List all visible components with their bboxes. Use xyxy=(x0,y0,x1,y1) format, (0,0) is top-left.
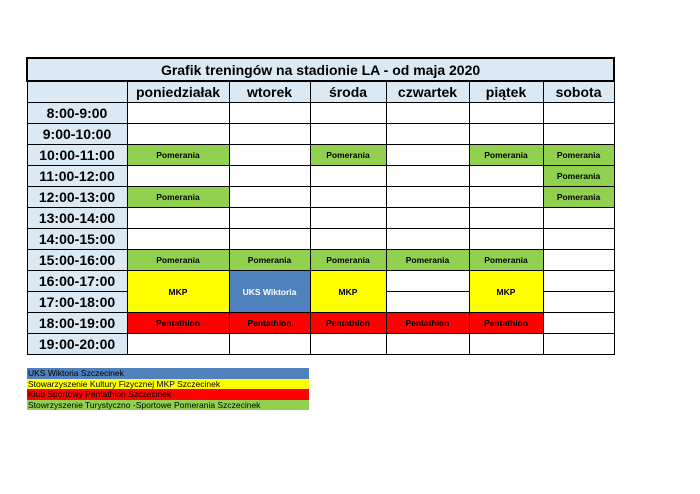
slot xyxy=(310,166,386,187)
slot xyxy=(469,124,543,145)
day-header-wednesday: środa xyxy=(310,81,386,103)
slot xyxy=(469,208,543,229)
slot-pomerania: Pomerania xyxy=(127,145,229,166)
slot-pomerania: Pomerania xyxy=(543,187,614,208)
slot-pomerania: Pomerania xyxy=(310,145,386,166)
legend-item-pentathlon: Klub Sportowy Pentathlon Szczecinek xyxy=(27,389,309,400)
slot xyxy=(386,145,469,166)
slot xyxy=(127,103,229,124)
slot xyxy=(310,229,386,250)
slot xyxy=(229,166,310,187)
day-header-monday: poniedziałak xyxy=(127,81,229,103)
slot xyxy=(229,145,310,166)
day-header-tuesday: wtorek xyxy=(229,81,310,103)
slot-pomerania: Pomerania xyxy=(310,250,386,271)
slot xyxy=(469,229,543,250)
time-label: 16:00-17:00 xyxy=(27,271,127,292)
slot xyxy=(386,229,469,250)
time-label: 14:00-15:00 xyxy=(27,229,127,250)
slot xyxy=(386,334,469,355)
time-label: 9:00-10:00 xyxy=(27,124,127,145)
slot-pomerania: Pomerania xyxy=(127,250,229,271)
slot-pentathlon: Pentathlon xyxy=(229,313,310,334)
time-label: 8:00-9:00 xyxy=(27,103,127,124)
slot-pentathlon: Pentathlon xyxy=(310,313,386,334)
time-label: 17:00-18:00 xyxy=(27,292,127,313)
time-label: 13:00-14:00 xyxy=(27,208,127,229)
slot xyxy=(127,124,229,145)
slot xyxy=(127,208,229,229)
slot xyxy=(543,292,614,313)
time-label: 19:00-20:00 xyxy=(27,334,127,355)
slot xyxy=(386,166,469,187)
legend-item-pomerania: Stowrzyszenie Turystyczno -Sportowe Pomerania Szczecinek xyxy=(27,400,309,411)
slot-pomerania: Pomerania xyxy=(229,250,310,271)
slot xyxy=(543,124,614,145)
slot-pomerania: Pomerania xyxy=(543,145,614,166)
slot xyxy=(127,229,229,250)
slot-pentathlon: Pentathlon xyxy=(469,313,543,334)
schedule-title: Grafik treningów na stadionie LA - od maja 2020 xyxy=(27,58,614,81)
slot-mkp: MKP xyxy=(310,271,386,313)
legend xyxy=(27,368,309,410)
slot-mkp: MKP xyxy=(469,271,543,313)
slot xyxy=(127,166,229,187)
time-label: 10:00-11:00 xyxy=(27,145,127,166)
time-label: 11:00-12:00 xyxy=(27,166,127,187)
legend-item-mkp: Stowarzyszenie Kultury Fizycznej MKP Szczecinek xyxy=(27,379,309,390)
slot-pomerania: Pomerania xyxy=(386,250,469,271)
slot xyxy=(543,208,614,229)
slot-pentathlon: Pentathlon xyxy=(127,313,229,334)
slot xyxy=(469,166,543,187)
slot-mkp: MKP xyxy=(127,271,229,313)
day-header-thursday: czwartek xyxy=(386,81,469,103)
slot xyxy=(127,334,229,355)
slot xyxy=(386,271,469,292)
time-label: 12:00-13:00 xyxy=(27,187,127,208)
slot xyxy=(310,208,386,229)
slot xyxy=(386,124,469,145)
slot xyxy=(543,103,614,124)
slot xyxy=(310,103,386,124)
slot-uks-wiktoria: UKS Wiktoria xyxy=(229,271,310,313)
legend-item-uks: UKS Wiktoria Szczecinek xyxy=(27,368,309,379)
schedule-table xyxy=(26,57,615,355)
slot xyxy=(543,334,614,355)
slot xyxy=(229,334,310,355)
slot xyxy=(386,103,469,124)
time-label: 18:00-19:00 xyxy=(27,313,127,334)
slot xyxy=(543,250,614,271)
slot xyxy=(310,334,386,355)
slot xyxy=(229,208,310,229)
slot xyxy=(386,187,469,208)
slot xyxy=(310,124,386,145)
slot xyxy=(229,229,310,250)
slot xyxy=(469,334,543,355)
slot-pomerania: Pomerania xyxy=(469,250,543,271)
slot xyxy=(543,229,614,250)
slot xyxy=(229,124,310,145)
day-header-saturday: sobota xyxy=(543,81,614,103)
slot xyxy=(229,103,310,124)
slot xyxy=(469,103,543,124)
slot xyxy=(310,187,386,208)
day-header-friday: piątek xyxy=(469,81,543,103)
time-label: 15:00-16:00 xyxy=(27,250,127,271)
header-corner xyxy=(27,81,127,103)
slot xyxy=(386,292,469,313)
slot-pomerania: Pomerania xyxy=(127,187,229,208)
slot xyxy=(386,208,469,229)
slot xyxy=(543,271,614,292)
slot xyxy=(543,313,614,334)
slot xyxy=(469,187,543,208)
slot xyxy=(229,187,310,208)
slot-pentathlon: Pentathlon xyxy=(386,313,469,334)
slot-pomerania: Pomerania xyxy=(469,145,543,166)
slot-pomerania: Pomerania xyxy=(543,166,614,187)
